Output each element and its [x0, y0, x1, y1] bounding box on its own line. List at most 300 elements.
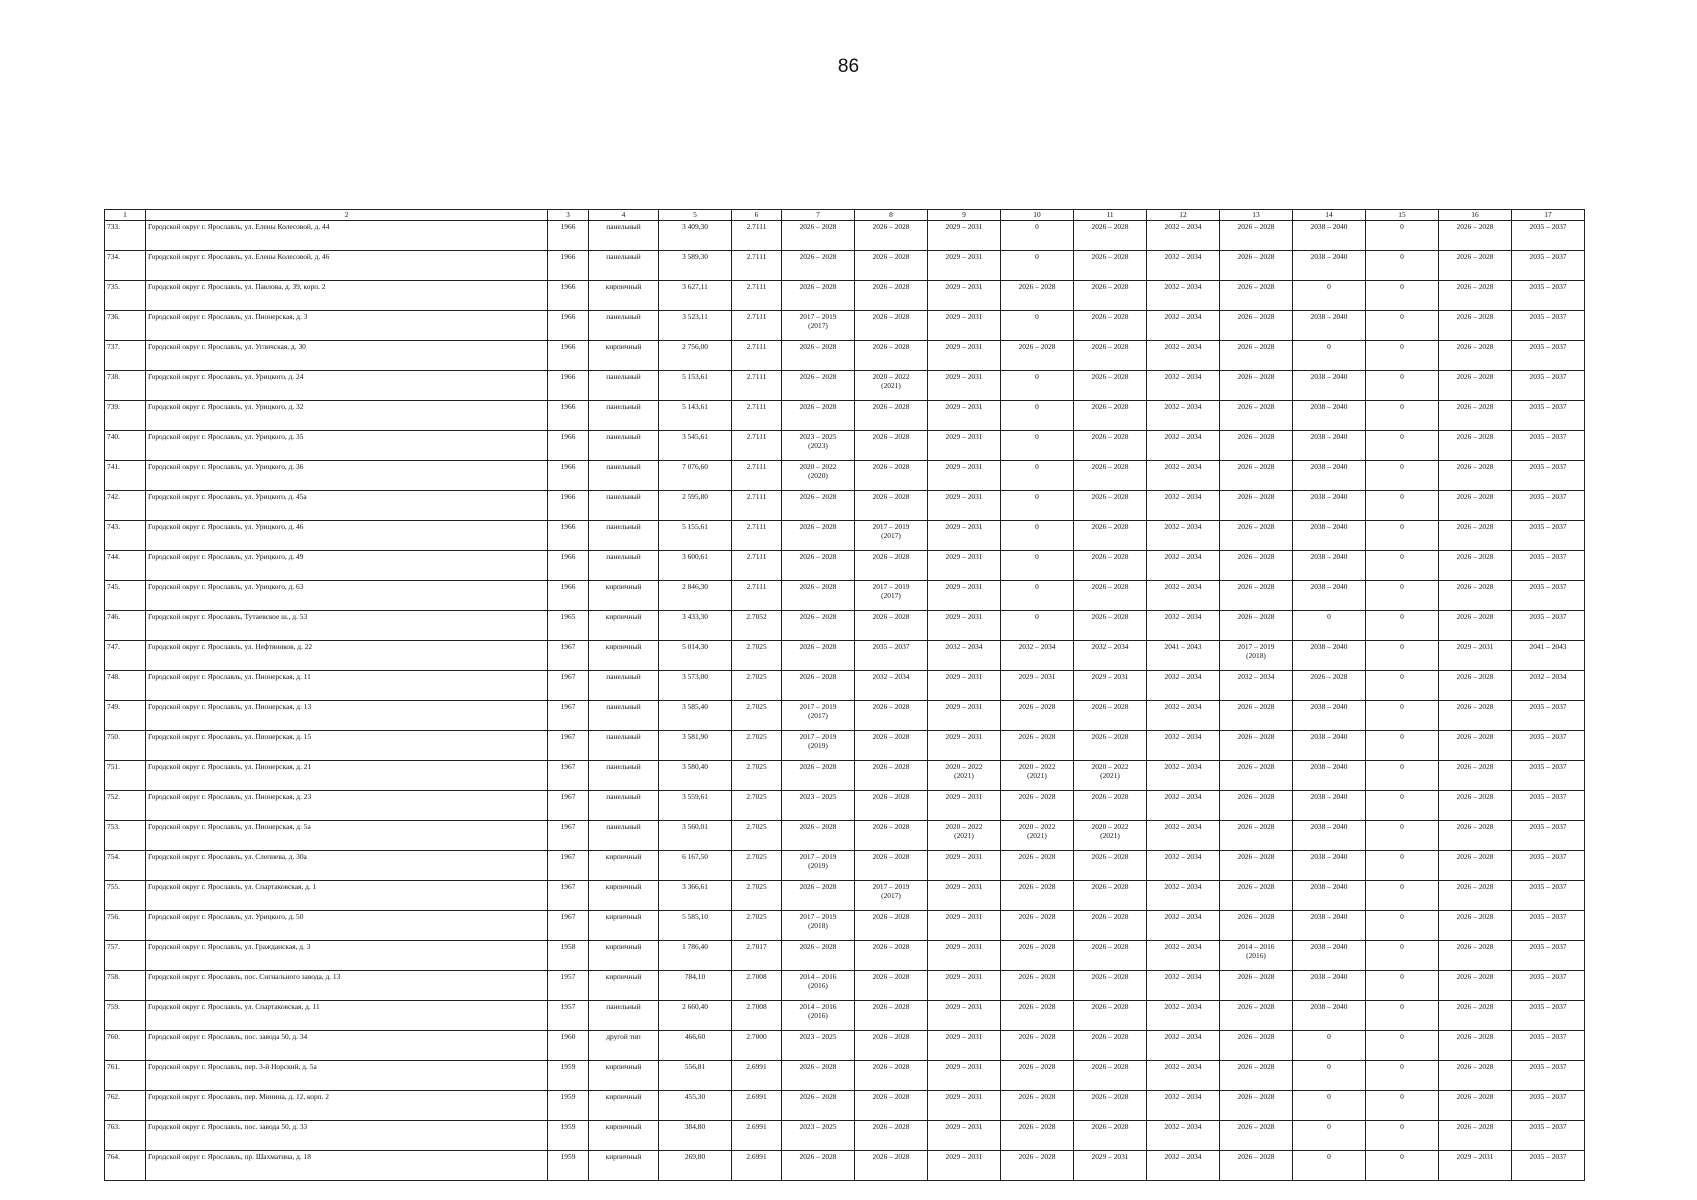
cell-coefficient: 2.7111	[732, 221, 782, 251]
cell-period-col-14: 0	[1293, 1121, 1366, 1151]
cell-area: 1 786,40	[659, 941, 732, 971]
cell-wall-material: кирпичный	[589, 941, 659, 971]
cell-wall-material: кирпичный	[589, 881, 659, 911]
cell-period-col-9: 2029 – 2031	[928, 1001, 1001, 1031]
cell-year-built: 1965	[548, 611, 589, 641]
cell-period-col-15: 0	[1366, 971, 1439, 1001]
cell-period-col-7: 2026 – 2028	[782, 251, 855, 281]
cell-period-col-12: 2041 – 2043	[1147, 641, 1220, 671]
cell-period-col-17: 2035 – 2037	[1512, 221, 1585, 251]
cell-coefficient: 2.7111	[732, 281, 782, 311]
cell-period-col-11: 2029 – 2031	[1074, 671, 1147, 701]
cell-period-col-7: 2026 – 2028	[782, 341, 855, 371]
cell-period-col-8: 2026 – 2028	[855, 461, 928, 491]
cell-period-col-7: 2026 – 2028	[782, 1061, 855, 1091]
cell-period-col-13: 2026 – 2028	[1220, 881, 1293, 911]
cell-coefficient: 2.7111	[732, 431, 782, 461]
table-row	[105, 1151, 1585, 1181]
cell-address: Городской округ г. Ярославль, ул. Елены Колесовой, д. 44	[146, 221, 548, 251]
cell-period-col-16: 2026 – 2028	[1439, 1091, 1512, 1121]
cell-period-col-7: 2026 – 2028	[782, 221, 855, 251]
cell-row-number: 735.	[105, 281, 146, 311]
cell-period-col-9: 2020 – 2022 (2021)	[928, 821, 1001, 851]
cell-period-col-8: 2026 – 2028	[855, 701, 928, 731]
cell-year-built: 1958	[548, 941, 589, 971]
cell-period-col-8: 2026 – 2028	[855, 941, 928, 971]
cell-period-col-9: 2029 – 2031	[928, 791, 1001, 821]
cell-address: Городской округ г. Ярославль, ул. Урицкого, д. 46	[146, 521, 548, 551]
cell-wall-material: кирпичный	[589, 341, 659, 371]
cell-period-col-17: 2035 – 2037	[1512, 881, 1585, 911]
cell-address: Городской округ г. Ярославль, пос. завода 50, д. 34	[146, 1031, 548, 1061]
column-header-12: 12	[1147, 210, 1220, 221]
cell-period-col-16: 2026 – 2028	[1439, 221, 1512, 251]
cell-period-col-14: 2038 – 2040	[1293, 491, 1366, 521]
cell-coefficient: 2.7025	[732, 881, 782, 911]
cell-period-col-15: 0	[1366, 641, 1439, 671]
cell-period-col-17: 2035 – 2037	[1512, 1121, 1585, 1151]
cell-period-col-13: 2026 – 2028	[1220, 1031, 1293, 1061]
cell-row-number: 741.	[105, 461, 146, 491]
cell-period-col-10: 2029 – 2031	[1001, 671, 1074, 701]
cell-year-built: 1966	[548, 461, 589, 491]
cell-period-col-17: 2035 – 2037	[1512, 1091, 1585, 1121]
cell-wall-material: кирпичный	[589, 611, 659, 641]
cell-period-col-8: 2026 – 2028	[855, 1151, 928, 1181]
cell-period-col-11: 2020 – 2022 (2021)	[1074, 761, 1147, 791]
cell-period-col-15: 0	[1366, 1121, 1439, 1151]
cell-year-built: 1966	[548, 311, 589, 341]
cell-period-col-9: 2029 – 2031	[928, 611, 1001, 641]
table-row	[105, 221, 1585, 251]
cell-address: Городской округ г. Ярославль, ул. Гражданская, д. 3	[146, 941, 548, 971]
cell-year-built: 1959	[548, 1061, 589, 1091]
cell-period-col-12: 2032 – 2034	[1147, 671, 1220, 701]
cell-period-col-16: 2026 – 2028	[1439, 911, 1512, 941]
cell-year-built: 1967	[548, 731, 589, 761]
table-row	[105, 281, 1585, 311]
cell-address: Городской округ г. Ярославль, ул. Пионерская, д. 13	[146, 701, 548, 731]
cell-period-col-16: 2026 – 2028	[1439, 971, 1512, 1001]
table-row	[105, 611, 1585, 641]
table-row	[105, 1091, 1585, 1121]
cell-period-col-12: 2032 – 2034	[1147, 731, 1220, 761]
cell-wall-material: панельный	[589, 701, 659, 731]
cell-area: 5 143,61	[659, 401, 732, 431]
cell-year-built: 1959	[548, 1151, 589, 1181]
cell-wall-material: панельный	[589, 731, 659, 761]
cell-period-col-10: 2026 – 2028	[1001, 971, 1074, 1001]
table-row	[105, 581, 1585, 611]
cell-period-col-15: 0	[1366, 251, 1439, 281]
cell-address: Городской округ г. Ярославль, ул. Павлова, д. 39, корп. 2	[146, 281, 548, 311]
cell-period-col-9: 2029 – 2031	[928, 371, 1001, 401]
column-header-7: 7	[782, 210, 855, 221]
cell-period-col-13: 2026 – 2028	[1220, 911, 1293, 941]
cell-period-col-10: 0	[1001, 401, 1074, 431]
cell-period-col-16: 2026 – 2028	[1439, 1031, 1512, 1061]
cell-period-col-12: 2032 – 2034	[1147, 251, 1220, 281]
cell-period-col-12: 2032 – 2034	[1147, 1001, 1220, 1031]
column-number-header-row	[105, 210, 1585, 221]
cell-period-col-8: 2026 – 2028	[855, 311, 928, 341]
cell-period-col-10: 2026 – 2028	[1001, 1091, 1074, 1121]
cell-area: 6 167,50	[659, 851, 732, 881]
cell-row-number: 757.	[105, 941, 146, 971]
cell-period-col-9: 2029 – 2031	[928, 521, 1001, 551]
cell-period-col-7: 2017 – 2019 (2019)	[782, 731, 855, 761]
cell-year-built: 1966	[548, 221, 589, 251]
cell-period-col-12: 2032 – 2034	[1147, 521, 1220, 551]
table-row	[105, 941, 1585, 971]
cell-period-col-14: 2038 – 2040	[1293, 791, 1366, 821]
cell-period-col-15: 0	[1366, 671, 1439, 701]
cell-year-built: 1966	[548, 251, 589, 281]
cell-wall-material: панельный	[589, 401, 659, 431]
cell-period-col-11: 2026 – 2028	[1074, 311, 1147, 341]
cell-row-number: 743.	[105, 521, 146, 551]
cell-year-built: 1967	[548, 911, 589, 941]
cell-period-col-12: 2032 – 2034	[1147, 881, 1220, 911]
cell-period-col-13: 2026 – 2028	[1220, 791, 1293, 821]
cell-address: Городской округ г. Ярославль, пос. Сигнального завода, д. 13	[146, 971, 548, 1001]
column-header-16: 16	[1439, 210, 1512, 221]
cell-period-col-13: 2026 – 2028	[1220, 431, 1293, 461]
cell-period-col-9: 2029 – 2031	[928, 551, 1001, 581]
cell-period-col-17: 2035 – 2037	[1512, 311, 1585, 341]
cell-year-built: 1967	[548, 821, 589, 851]
cell-row-number: 750.	[105, 731, 146, 761]
cell-period-col-10: 2026 – 2028	[1001, 1031, 1074, 1061]
cell-period-col-16: 2026 – 2028	[1439, 461, 1512, 491]
cell-row-number: 748.	[105, 671, 146, 701]
cell-area: 3 409,30	[659, 221, 732, 251]
cell-area: 3 545,61	[659, 431, 732, 461]
cell-period-col-13: 2026 – 2028	[1220, 611, 1293, 641]
cell-period-col-12: 2032 – 2034	[1147, 941, 1220, 971]
cell-period-col-17: 2035 – 2037	[1512, 611, 1585, 641]
cell-row-number: 761.	[105, 1061, 146, 1091]
cell-period-col-10: 2026 – 2028	[1001, 1121, 1074, 1151]
cell-period-col-14: 2038 – 2040	[1293, 521, 1366, 551]
cell-period-col-10: 2026 – 2028	[1001, 731, 1074, 761]
cell-period-col-11: 2026 – 2028	[1074, 941, 1147, 971]
cell-period-col-14: 0	[1293, 1061, 1366, 1091]
cell-period-col-15: 0	[1366, 881, 1439, 911]
cell-period-col-10: 2026 – 2028	[1001, 701, 1074, 731]
cell-period-col-7: 2026 – 2028	[782, 821, 855, 851]
cell-period-col-8: 2026 – 2028	[855, 1121, 928, 1151]
cell-period-col-10: 0	[1001, 551, 1074, 581]
cell-period-col-10: 0	[1001, 611, 1074, 641]
cell-period-col-11: 2026 – 2028	[1074, 701, 1147, 731]
cell-period-col-8: 2032 – 2034	[855, 671, 928, 701]
cell-row-number: 749.	[105, 701, 146, 731]
cell-period-col-9: 2029 – 2031	[928, 461, 1001, 491]
cell-period-col-14: 2038 – 2040	[1293, 551, 1366, 581]
cell-period-col-7: 2026 – 2028	[782, 941, 855, 971]
cell-period-col-7: 2026 – 2028	[782, 641, 855, 671]
cell-row-number: 746.	[105, 611, 146, 641]
table-row	[105, 701, 1585, 731]
cell-row-number: 751.	[105, 761, 146, 791]
cell-period-col-12: 2032 – 2034	[1147, 491, 1220, 521]
cell-period-col-17: 2035 – 2037	[1512, 1031, 1585, 1061]
cell-period-col-12: 2032 – 2034	[1147, 1091, 1220, 1121]
table-body	[105, 221, 1585, 1181]
cell-period-col-8: 2026 – 2028	[855, 611, 928, 641]
table-row	[105, 491, 1585, 521]
cell-row-number: 740.	[105, 431, 146, 461]
cell-period-col-12: 2032 – 2034	[1147, 461, 1220, 491]
cell-period-col-15: 0	[1366, 431, 1439, 461]
cell-period-col-10: 0	[1001, 461, 1074, 491]
cell-address: Городской округ г. Ярославль, ул. Урицкого, д. 35	[146, 431, 548, 461]
cell-period-col-8: 2017 – 2019 (2017)	[855, 581, 928, 611]
cell-period-col-13: 2026 – 2028	[1220, 401, 1293, 431]
cell-row-number: 744.	[105, 551, 146, 581]
cell-period-col-10: 2032 – 2034	[1001, 641, 1074, 671]
cell-period-col-17: 2035 – 2037	[1512, 911, 1585, 941]
cell-period-col-12: 2032 – 2034	[1147, 431, 1220, 461]
cell-period-col-8: 2026 – 2028	[855, 971, 928, 1001]
cell-period-col-15: 0	[1366, 1061, 1439, 1091]
cell-period-col-17: 2035 – 2037	[1512, 521, 1585, 551]
cell-period-col-11: 2026 – 2028	[1074, 1121, 1147, 1151]
column-header-9: 9	[928, 210, 1001, 221]
cell-period-col-9: 2029 – 2031	[928, 1151, 1001, 1181]
cell-period-col-15: 0	[1366, 911, 1439, 941]
cell-period-col-12: 2032 – 2034	[1147, 371, 1220, 401]
cell-coefficient: 2.7025	[732, 791, 782, 821]
cell-period-col-7: 2026 – 2028	[782, 671, 855, 701]
cell-period-col-7: 2026 – 2028	[782, 761, 855, 791]
cell-period-col-11: 2026 – 2028	[1074, 1001, 1147, 1031]
cell-period-col-10: 2026 – 2028	[1001, 911, 1074, 941]
cell-period-col-13: 2026 – 2028	[1220, 251, 1293, 281]
cell-period-col-7: 2023 – 2025	[782, 1031, 855, 1061]
cell-coefficient: 2.7025	[732, 851, 782, 881]
cell-wall-material: кирпичный	[589, 641, 659, 671]
cell-period-col-10: 2026 – 2028	[1001, 341, 1074, 371]
cell-period-col-8: 2017 – 2019 (2017)	[855, 521, 928, 551]
cell-period-col-8: 2026 – 2028	[855, 851, 928, 881]
cell-year-built: 1966	[548, 581, 589, 611]
cell-period-col-16: 2026 – 2028	[1439, 311, 1512, 341]
cell-period-col-15: 0	[1366, 1001, 1439, 1031]
column-header-5: 5	[659, 210, 732, 221]
table-row	[105, 551, 1585, 581]
cell-period-col-14: 2038 – 2040	[1293, 701, 1366, 731]
cell-wall-material: панельный	[589, 311, 659, 341]
cell-period-col-9: 2029 – 2031	[928, 851, 1001, 881]
cell-wall-material: другой тип	[589, 1031, 659, 1061]
cell-period-col-15: 0	[1366, 311, 1439, 341]
capital-repair-schedule-table	[104, 209, 1585, 1181]
cell-period-col-9: 2029 – 2031	[928, 341, 1001, 371]
cell-period-col-9: 2029 – 2031	[928, 251, 1001, 281]
cell-coefficient: 2.6991	[732, 1061, 782, 1091]
cell-period-col-9: 2029 – 2031	[928, 491, 1001, 521]
cell-period-col-16: 2026 – 2028	[1439, 611, 1512, 641]
cell-period-col-14: 2038 – 2040	[1293, 641, 1366, 671]
cell-period-col-14: 2038 – 2040	[1293, 221, 1366, 251]
cell-period-col-11: 2026 – 2028	[1074, 611, 1147, 641]
cell-area: 384,80	[659, 1121, 732, 1151]
cell-wall-material: панельный	[589, 761, 659, 791]
cell-period-col-14: 2038 – 2040	[1293, 401, 1366, 431]
cell-period-col-12: 2032 – 2034	[1147, 221, 1220, 251]
cell-period-col-14: 2038 – 2040	[1293, 761, 1366, 791]
cell-period-col-15: 0	[1366, 461, 1439, 491]
cell-address: Городской округ г. Ярославль, ул. Урицкого, д. 49	[146, 551, 548, 581]
cell-period-col-7: 2017 – 2019 (2019)	[782, 851, 855, 881]
cell-period-col-16: 2026 – 2028	[1439, 491, 1512, 521]
cell-year-built: 1967	[548, 881, 589, 911]
cell-period-col-13: 2026 – 2028	[1220, 851, 1293, 881]
cell-period-col-7: 2026 – 2028	[782, 611, 855, 641]
cell-period-col-9: 2020 – 2022 (2021)	[928, 761, 1001, 791]
cell-period-col-8: 2026 – 2028	[855, 791, 928, 821]
cell-wall-material: панельный	[589, 821, 659, 851]
cell-period-col-16: 2026 – 2028	[1439, 941, 1512, 971]
cell-row-number: 752.	[105, 791, 146, 821]
cell-period-col-13: 2026 – 2028	[1220, 971, 1293, 1001]
cell-period-col-17: 2035 – 2037	[1512, 1061, 1585, 1091]
cell-row-number: 755.	[105, 881, 146, 911]
cell-row-number: 739.	[105, 401, 146, 431]
cell-row-number: 733.	[105, 221, 146, 251]
cell-period-col-14: 2038 – 2040	[1293, 251, 1366, 281]
cell-period-col-7: 2026 – 2028	[782, 881, 855, 911]
cell-period-col-7: 2020 – 2022 (2020)	[782, 461, 855, 491]
cell-period-col-10: 2026 – 2028	[1001, 1001, 1074, 1031]
table-row	[105, 731, 1585, 761]
cell-address: Городской округ г. Ярославль, ул. Урицкого, д. 24	[146, 371, 548, 401]
cell-period-col-9: 2029 – 2031	[928, 881, 1001, 911]
cell-coefficient: 2.7025	[732, 671, 782, 701]
cell-period-col-11: 2026 – 2028	[1074, 1091, 1147, 1121]
cell-period-col-9: 2029 – 2031	[928, 941, 1001, 971]
cell-period-col-7: 2017 – 2019 (2018)	[782, 911, 855, 941]
cell-year-built: 1966	[548, 371, 589, 401]
cell-year-built: 1966	[548, 551, 589, 581]
cell-period-col-7: 2017 – 2019 (2017)	[782, 311, 855, 341]
cell-period-col-16: 2026 – 2028	[1439, 761, 1512, 791]
cell-period-col-11: 2026 – 2028	[1074, 1061, 1147, 1091]
cell-period-col-10: 0	[1001, 521, 1074, 551]
table-row	[105, 851, 1585, 881]
cell-period-col-10: 2026 – 2028	[1001, 881, 1074, 911]
cell-wall-material: панельный	[589, 251, 659, 281]
table-row	[105, 791, 1585, 821]
cell-area: 3 585,40	[659, 701, 732, 731]
table-row	[105, 1031, 1585, 1061]
cell-period-col-17: 2035 – 2037	[1512, 341, 1585, 371]
cell-period-col-14: 0	[1293, 281, 1366, 311]
cell-period-col-14: 0	[1293, 341, 1366, 371]
cell-period-col-9: 2029 – 2031	[928, 221, 1001, 251]
table-row	[105, 761, 1585, 791]
cell-period-col-17: 2035 – 2037	[1512, 551, 1585, 581]
cell-period-col-17: 2035 – 2037	[1512, 581, 1585, 611]
cell-period-col-14: 2038 – 2040	[1293, 731, 1366, 761]
cell-coefficient: 2.7025	[732, 821, 782, 851]
cell-wall-material: кирпичный	[589, 851, 659, 881]
cell-period-col-15: 0	[1366, 341, 1439, 371]
cell-year-built: 1960	[548, 1031, 589, 1061]
column-header-1: 1	[105, 210, 146, 221]
cell-wall-material: кирпичный	[589, 1151, 659, 1181]
table-row	[105, 251, 1585, 281]
cell-period-col-10: 0	[1001, 251, 1074, 281]
cell-coefficient: 2.7052	[732, 611, 782, 641]
cell-period-col-16: 2026 – 2028	[1439, 881, 1512, 911]
cell-period-col-9: 2029 – 2031	[928, 431, 1001, 461]
cell-period-col-10: 2020 – 2022 (2021)	[1001, 821, 1074, 851]
cell-period-col-7: 2026 – 2028	[782, 581, 855, 611]
cell-period-col-15: 0	[1366, 401, 1439, 431]
cell-period-col-7: 2026 – 2028	[782, 1151, 855, 1181]
cell-period-col-13: 2026 – 2028	[1220, 731, 1293, 761]
cell-period-col-14: 2038 – 2040	[1293, 431, 1366, 461]
cell-period-col-14: 2038 – 2040	[1293, 311, 1366, 341]
cell-wall-material: панельный	[589, 791, 659, 821]
cell-period-col-11: 2026 – 2028	[1074, 371, 1147, 401]
cell-period-col-17: 2041 – 2043	[1512, 641, 1585, 671]
cell-period-col-14: 2038 – 2040	[1293, 851, 1366, 881]
cell-year-built: 1967	[548, 701, 589, 731]
page-number: 86	[837, 56, 860, 77]
cell-wall-material: панельный	[589, 551, 659, 581]
cell-coefficient: 2.7025	[732, 761, 782, 791]
table-row	[105, 431, 1585, 461]
cell-period-col-17: 2035 – 2037	[1512, 1151, 1585, 1181]
cell-period-col-11: 2026 – 2028	[1074, 731, 1147, 761]
cell-period-col-11: 2026 – 2028	[1074, 1031, 1147, 1061]
cell-period-col-11: 2026 – 2028	[1074, 251, 1147, 281]
cell-period-col-11: 2020 – 2022 (2021)	[1074, 821, 1147, 851]
cell-period-col-9: 2029 – 2031	[928, 581, 1001, 611]
cell-period-col-15: 0	[1366, 1031, 1439, 1061]
cell-period-col-17: 2032 – 2034	[1512, 671, 1585, 701]
cell-address: Городской округ г. Ярославль, ул. Урицкого, д. 45а	[146, 491, 548, 521]
cell-period-col-15: 0	[1366, 731, 1439, 761]
cell-coefficient: 2.7025	[732, 641, 782, 671]
cell-period-col-15: 0	[1366, 581, 1439, 611]
cell-period-col-11: 2026 – 2028	[1074, 581, 1147, 611]
cell-period-col-11: 2026 – 2028	[1074, 431, 1147, 461]
cell-period-col-13: 2026 – 2028	[1220, 581, 1293, 611]
cell-address: Городской округ г. Ярославль, ул. Урицкого, д. 50	[146, 911, 548, 941]
cell-period-col-8: 2026 – 2028	[855, 1031, 928, 1061]
cell-period-col-8: 2026 – 2028	[855, 1001, 928, 1031]
cell-period-col-13: 2026 – 2028	[1220, 701, 1293, 731]
cell-year-built: 1957	[548, 971, 589, 1001]
cell-period-col-13: 2026 – 2028	[1220, 1091, 1293, 1121]
cell-period-col-17: 2035 – 2037	[1512, 851, 1585, 881]
cell-period-col-16: 2026 – 2028	[1439, 341, 1512, 371]
cell-period-col-16: 2026 – 2028	[1439, 551, 1512, 581]
cell-period-col-12: 2032 – 2034	[1147, 311, 1220, 341]
cell-period-col-7: 2026 – 2028	[782, 521, 855, 551]
cell-wall-material: кирпичный	[589, 281, 659, 311]
cell-period-col-12: 2032 – 2034	[1147, 401, 1220, 431]
cell-period-col-14: 2038 – 2040	[1293, 581, 1366, 611]
cell-period-col-9: 2029 – 2031	[928, 401, 1001, 431]
cell-address: Городской округ г. Ярославль, ул. Спартаковская, д. 1	[146, 881, 548, 911]
cell-area: 3 581,90	[659, 731, 732, 761]
